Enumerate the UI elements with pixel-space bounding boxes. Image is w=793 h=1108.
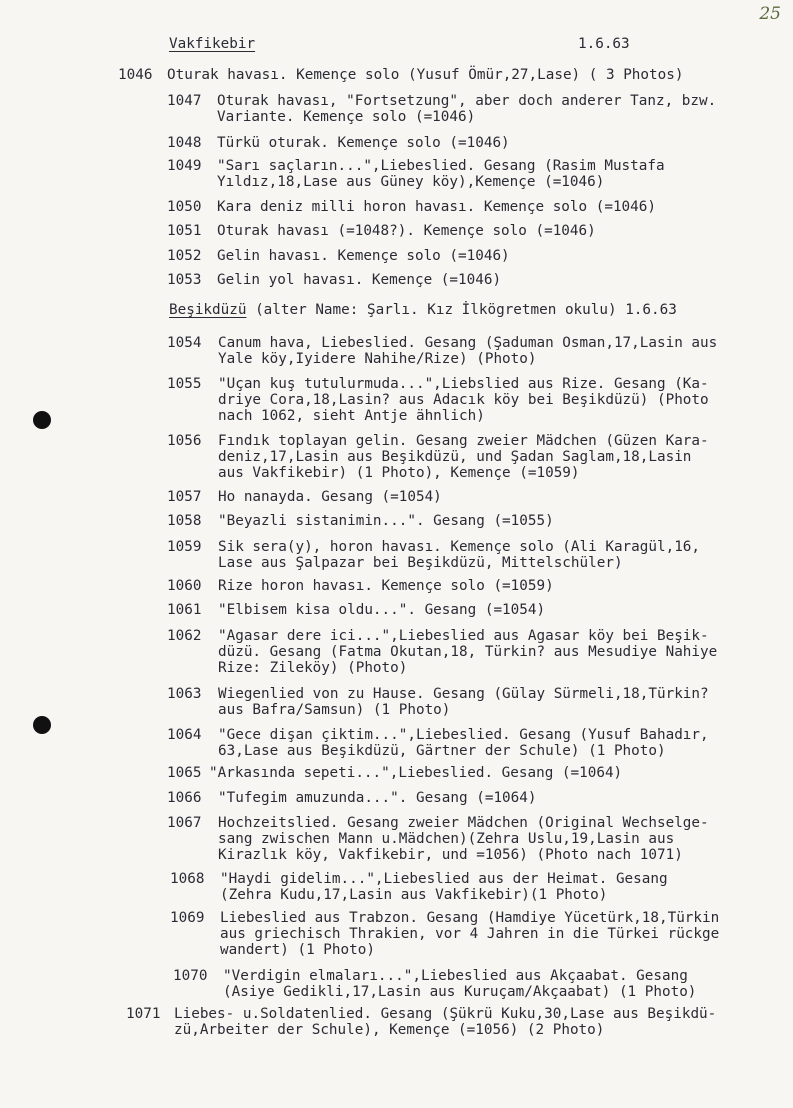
- entry-line: (Zehra Kudu,17,Lasin aus Vakfikebir)(1 Photo): [220, 887, 608, 903]
- entry-line: Liebes- u.Soldatenlied. Gesang (Şükrü Kuku,30,Lase aus Beşikdü-: [174, 1006, 717, 1022]
- section-subtitle: (alter Name: Şarlı. Kız İlkögretmen okulu) 1.6.63: [246, 302, 677, 318]
- entry-text: [217, 158, 665, 190]
- entry-line: Sik sera(y), horon havası. Kemençe solo (Ali Karagül,16,: [218, 539, 701, 555]
- entry-number: 1054: [167, 335, 202, 351]
- entry-line: Rize: Zileköy) (Photo): [218, 660, 408, 676]
- entry-number: 1056: [167, 433, 202, 449]
- entry-line: "Haydi gidelim...",Liebeslied aus der Heimat. Gesang: [220, 871, 668, 887]
- entry-text: [218, 686, 709, 718]
- entry-number: 1060: [167, 578, 202, 594]
- entry-line: Wiegenlied von zu Hause. Gesang (Gülay Sürmeli,18,Türkin?: [218, 686, 709, 702]
- entry-text: [218, 539, 700, 571]
- entry-text: [218, 335, 717, 367]
- entry-text: [217, 248, 510, 264]
- entry-text: [218, 628, 717, 676]
- entry-text: [220, 871, 668, 903]
- entry-line: deniz,17,Lasin aus Beşikdüzü, und Şadan Saglam,18,Lasin: [218, 449, 692, 465]
- entry-number: 1046: [118, 67, 153, 83]
- entry-line: "Gece dişan çiktim...",Liebeslied. Gesang (Yusuf Bahadır,: [218, 727, 709, 743]
- entry-text: [217, 135, 510, 151]
- entry-text: [218, 790, 536, 806]
- entry-line: "Tufegim amuzunda...". Gesang (=1064): [218, 790, 537, 806]
- punch-hole-top: [33, 411, 51, 429]
- entry-line: Yıldız,18,Lase aus Güney köy),Kemençe (=1046): [217, 174, 605, 190]
- entry-text: [217, 93, 716, 125]
- entry-line: Ho nanayda. Gesang (=1054): [218, 489, 442, 505]
- entry-line: aus Bafra/Samsun) (1 Photo): [218, 702, 451, 718]
- entry-line: 63,Lase aus Beşikdüzü, Gärtner der Schule) (1 Photo): [218, 743, 666, 759]
- entry-text: [218, 578, 554, 594]
- entry-line: Liebeslied aus Trabzon. Gesang (Hamdiye Yücetürk,18,Türkin: [220, 910, 720, 926]
- entry-text: [218, 376, 709, 424]
- entry-line: driye Cora,18,Lasin? aus Adacık köy bei Beşikdüzü) (Photo: [218, 392, 709, 408]
- entry-line: Oturak havası (=1048?). Kemençe solo (=1046): [217, 223, 596, 239]
- section-header-besikduzu: [169, 302, 677, 318]
- entry-line: aus Vakfikebir) (1 Photo), Kemençe (=1059): [218, 465, 580, 481]
- entry-number: 1063: [167, 686, 202, 702]
- entry-text: [218, 815, 709, 863]
- entry-line: Variante. Kemençe solo (=1046): [217, 109, 476, 125]
- entry-text: [218, 727, 709, 759]
- entry-number: 1062: [167, 628, 202, 644]
- entry-line: Oturak havası. Kemençe solo (Yusuf Ömür,27,Lase) ( 3 Photos): [167, 67, 684, 83]
- section-date: 1.6.63: [578, 36, 630, 52]
- entry-text: [209, 765, 622, 781]
- entry-line: "Agasar dere ici...",Liebeslied aus Agasar köy bei Beşik-: [218, 628, 709, 644]
- entry-text: [218, 433, 709, 481]
- entry-line: "Arkasında sepeti...",Liebeslied. Gesang (=1064): [209, 765, 623, 781]
- entry-text: [217, 223, 596, 239]
- entry-number: 1057: [167, 489, 202, 505]
- entry-text: [174, 1006, 716, 1038]
- entry-line: Gelin yol havası. Kemençe (=1046): [217, 272, 502, 288]
- entry-number: 1061: [167, 602, 202, 618]
- entry-number: 1067: [167, 815, 202, 831]
- entry-line: Gelin havası. Kemençe solo (=1046): [217, 248, 510, 264]
- entry-text: [218, 513, 554, 529]
- entry-number: 1052: [167, 248, 202, 264]
- section-place: Vakfikebir: [169, 36, 256, 52]
- entry-line: Canum hava, Liebeslied. Gesang (Şaduman Osman,17,Lasin aus: [218, 335, 718, 351]
- entry-text: [217, 272, 501, 288]
- section-header-vakfikebir: [169, 36, 255, 52]
- entry-line: wandert) (1 Photo): [220, 942, 375, 958]
- entry-number: 1068: [170, 871, 205, 887]
- entry-number: 1071: [126, 1006, 161, 1022]
- entry-line: düzü. Gesang (Fatma Okutan,18, Türkin? aus Mesudiye Nahiye: [218, 644, 718, 660]
- entry-line: Türkü oturak. Kemençe solo (=1046): [217, 135, 510, 151]
- entry-number: 1051: [167, 223, 202, 239]
- entry-line: "Uçan kuş tutulurmuda...",Liebslied aus Rize. Gesang (Ka-: [218, 376, 709, 392]
- entry-number: 1069: [170, 910, 205, 926]
- entry-line: Kara deniz milli horon havası. Kemençe solo (=1046): [217, 199, 656, 215]
- entry-line: "Sarı saçların...",Liebeslied. Gesang (Rasim Mustafa: [217, 158, 665, 174]
- entry-line: aus griechisch Thrakien, vor 4 Jahren in die Türkei rückge: [220, 926, 720, 942]
- entry-number: 1047: [167, 93, 202, 109]
- entry-line: Rize horon havası. Kemençe solo (=1059): [218, 578, 554, 594]
- punch-hole-bottom: [33, 716, 51, 734]
- entry-number: 1070: [173, 968, 208, 984]
- entry-number: 1066: [167, 790, 202, 806]
- entry-line: zü,Arbeiter der Schule), Kemençe (=1056) (2 Photo): [174, 1022, 605, 1038]
- entry-text: [218, 602, 545, 618]
- entry-line: Lase aus Şalpazar bei Beşikdüzü, Mittelschüler): [218, 555, 623, 571]
- entry-line: (Asiye Gedikli,17,Lasin aus Kuruçam/Akçaabat) (1 Photo): [223, 984, 697, 1000]
- entry-line: "Beyazli sistanimin...". Gesang (=1055): [218, 513, 554, 529]
- entry-text: [223, 968, 696, 1000]
- entry-number: 1058: [167, 513, 202, 529]
- entry-line: Hochzeitslied. Gesang zweier Mädchen (Original Wechselge-: [218, 815, 709, 831]
- entry-number: 1055: [167, 376, 202, 392]
- entry-line: Fındık toplayan gelin. Gesang zweier Mädchen (Güzen Kara-: [218, 433, 709, 449]
- entry-number: 1048: [167, 135, 202, 151]
- entry-line: sang zwischen Mann u.Mädchen)(Zehra Uslu,19,Lasin aus: [218, 831, 675, 847]
- entry-number: 1049: [167, 158, 202, 174]
- entry-line: nach 1062, sieht Antje ähnlich): [218, 408, 485, 424]
- section-place: Beşikdüzü: [169, 302, 247, 318]
- entry-number: 1053: [167, 272, 202, 288]
- entry-number: 1064: [167, 727, 202, 743]
- entry-text: [220, 910, 719, 958]
- entry-text: [217, 199, 656, 215]
- entry-number: 1059: [167, 539, 202, 555]
- entry-text: [218, 489, 442, 505]
- entry-number: 1065: [167, 765, 202, 781]
- entry-line: "Verdigin elmaları...",Liebeslied aus Akçaabat. Gesang: [223, 968, 688, 984]
- entry-line: Yale köy,Iyidere Nahihe/Rize) (Photo): [218, 351, 537, 367]
- entry-number: 1050: [167, 199, 202, 215]
- entry-line: "Elbisem kisa oldu...". Gesang (=1054): [218, 602, 546, 618]
- entry-line: Oturak havası, "Fortsetzung", aber doch anderer Tanz, bzw.: [217, 93, 717, 109]
- entry-line: Kirazlık köy, Vakfikebir, und =1056) (Photo nach 1071): [218, 847, 683, 863]
- entry-text: [167, 67, 683, 83]
- page-number: 25: [759, 4, 781, 24]
